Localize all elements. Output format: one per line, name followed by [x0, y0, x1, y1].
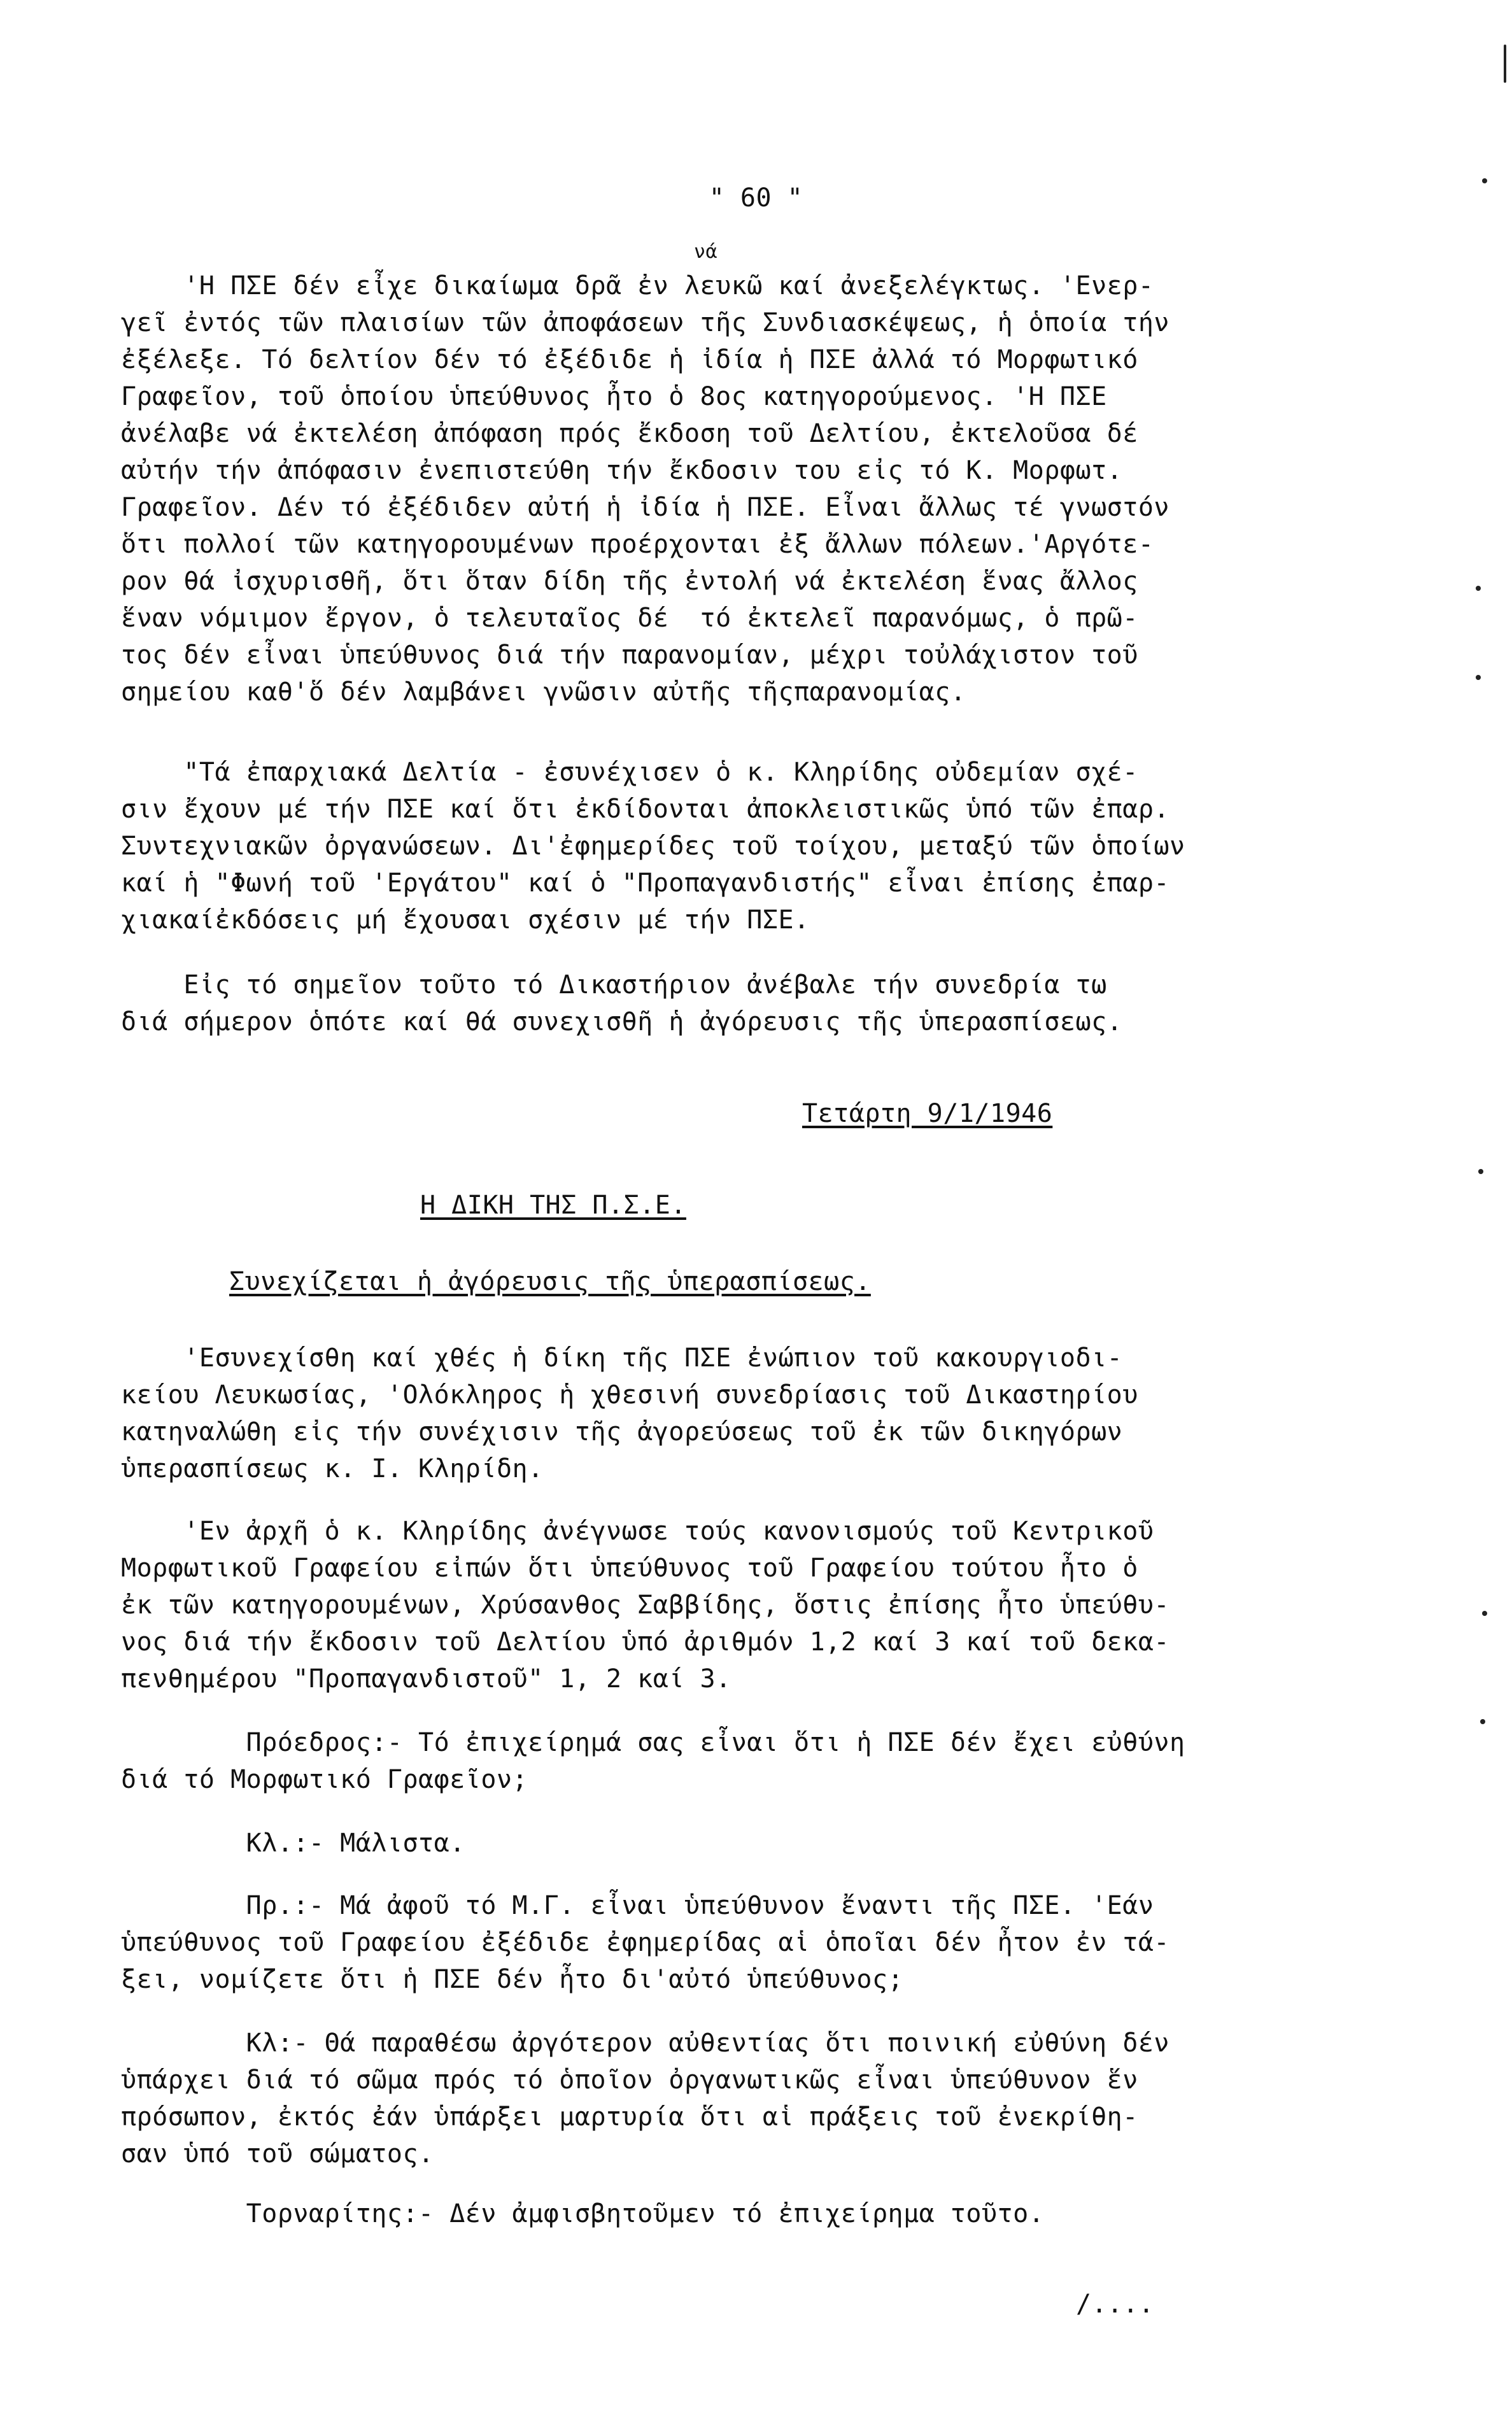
text-line: κείου Λευκωσίας, 'Ολόκληρος ἡ χθεσινή συνεδρίασις τοῦ Δικαστηρίου	[121, 1380, 1138, 1410]
text-line: ἕναν νόμιμον ἔργον, ὁ τελευταῖος δέ τό ἐκτελεῖ παρανόμως, ὁ πρῶ-	[121, 604, 1138, 633]
text-line: νος διά τήν ἔκδοσιν τοῦ Δελτίου ὑπό ἀριθμόν 1,2 καί 3 καί τοῦ δεκα-	[121, 1627, 1169, 1657]
date-heading: Τετάρτη 9/1/1946	[802, 1099, 1053, 1128]
handwritten-insertion: νά	[694, 241, 718, 263]
text-line: Γραφεῖον, τοῦ ὁποίου ὑπεύθυνος ἦτο ὁ 8ος κατηγορούμενος. 'Η ΠΣΕ	[121, 382, 1107, 411]
scan-speck	[1476, 675, 1481, 680]
text-line: Γραφεῖον. Δέν τό ἐξέδιδεν αὐτή ἡ ἰδία ἡ ΠΣΕ. Εἶναι ἄλλως τέ γνωστόν	[121, 493, 1169, 522]
scan-edge-mark	[1504, 45, 1506, 83]
text-line: διά σήμερον ὁπότε καί θά συνεχισθῆ ἡ ἀγόρευσις τῆς ὑπερασπίσεως.	[121, 1007, 1123, 1037]
dialogue-line: πρόσωπον, ἐκτός ἐάν ὑπάρξει μαρτυρία ὅτι αἱ πράξεις τοῦ ἐνεκρίθη-	[121, 2102, 1138, 2132]
text-line: ἐκ τῶν κατηγορουμένων, Χρύσανθος Σαββίδης, ὅστις ἐπίσης ἦτο ὑπεύθυ-	[121, 1590, 1169, 1620]
text-line: 'Η ΠΣΕ δέν εἶχε δικαίωμα δρᾶ ἐν λευκῶ καί ἀνεξελέγκτως. 'Ενερ-	[121, 271, 1154, 301]
text-line: "Τά ἐπαρχιακά Δελτία - ἐσυνέχισεν ὁ κ. Κληρίδης οὐδεμίαν σχέ-	[121, 758, 1138, 787]
text-line: ἐξέλεξε. Τό δελτίον δέν τό ἐξέδιδε ἡ ἰδία ἡ ΠΣΕ ἀλλά τό Μορφωτικό	[121, 345, 1138, 374]
scan-speck	[1482, 1611, 1487, 1616]
dialogue-line: Κλ.:- Μάλιστα.	[121, 1829, 465, 1858]
text-line: Συντεχνιακῶν ὀργανώσεων. Δι'ἐφημερίδες τοῦ τοίχου, μεταξύ τῶν ὁποίων	[121, 832, 1185, 861]
dialogue-line: ὑπάρχει διά τό σῶμα πρός τό ὁποῖον ὀργανωτικῶς εἶναι ὑπεύθυνον ἕν	[121, 2065, 1138, 2095]
text-line: χιακαίἐκδόσεις μή ἔχουσαι σχέσιν μέ τήν ΠΣΕ.	[121, 905, 810, 935]
text-line: κατηναλώθη εἰς τήν συνέχισιν τῆς ἀγορεύσεως τοῦ ἐκ τῶν δικηγόρων	[121, 1417, 1123, 1447]
text-line: 'Εν ἀρχῆ ὁ κ. Κληρίδης ἀνέγνωσε τούς κανονισμούς τοῦ Κεντρικοῦ	[121, 1517, 1154, 1546]
text-line: τος δέν εἶναι ὑπεύθυνος διά τήν παρανομίαν, μέχρι τοὐλάχιστον τοῦ	[121, 641, 1138, 670]
section-title: Η ΔΙΚΗ ΤΗΣ Π.Σ.Ε.	[420, 1191, 686, 1220]
scan-speck	[1478, 1169, 1483, 1174]
dialogue-line: Κλ:- Θά παραθέσω ἀργότερον αὐθεντίας ὅτι ποινική εὐθύνη δέν	[121, 2029, 1169, 2058]
text-line: ρον θά ἰσχυρισθῆ, ὅτι ὅταν δίδη τῆς ἐντολή νά ἐκτελέση ἕνας ἄλλος	[121, 567, 1138, 596]
dialogue-line: ὑπεύθυνος τοῦ Γραφείου ἐξέδιδε ἐφημερίδας αἱ ὁποῖαι δέν ἦτον ἐν τά-	[121, 1928, 1169, 1957]
text-line: Εἰς τό σημεῖον τοῦτο τό Δικαστήριον ἀνέβαλε τήν συνεδρία τω	[121, 970, 1107, 1000]
scan-speck	[1482, 178, 1487, 183]
dialogue-line: διά τό Μορφωτικό Γραφεῖον;	[121, 1765, 528, 1794]
text-line: ὅτι πολλοί τῶν κατηγορουμένων προέρχονται ἐξ ἄλλων πόλεων.'Αργότε-	[121, 530, 1154, 559]
text-line: αὐτήν τήν ἀπόφασιν ἐνεπιστεύθη τήν ἔκδοσιν του εἰς τό Κ. Μορφωτ.	[121, 456, 1123, 485]
page-number: " 60 "	[709, 183, 803, 213]
dialogue-line: ξει, νομίζετε ὅτι ἡ ΠΣΕ δέν ἦτο δι'αὐτό ὑπεύθυνος;	[121, 1965, 904, 1994]
text-line: πενθημέρου "Προπαγανδιστοῦ" 1, 2 καί 3.	[121, 1664, 731, 1694]
text-line: ὑπερασπίσεως κ. Ι. Κληρίδη.	[121, 1454, 544, 1484]
dialogue-line: Τορναρίτης:- Δέν ἀμφισβητοῦμεν τό ἐπιχείρημα τοῦτο.	[121, 2199, 1045, 2228]
dialogue-line: Πρόεδρος:- Τό ἐπιχείρημά σας εἶναι ὅτι ἡ ΠΣΕ δέν ἔχει εὐθύνη	[121, 1728, 1185, 1757]
text-line: σημείου καθ'ὅ δέν λαμβάνει γνῶσιν αὐτῆς τῆςπαρανομίας.	[121, 677, 966, 707]
text-line: καί ἡ "Φωνή τοῦ 'Εργάτου" καί ὁ "Προπαγανδιστής" εἶναι ἐπίσης ἐπαρ-	[121, 868, 1169, 898]
text-line: 'Εσυνεχίσθη καί χθές ἡ δίκη τῆς ΠΣΕ ἐνώπιον τοῦ κακουργιοδι-	[121, 1343, 1123, 1373]
text-line: γεῖ ἐντός τῶν πλαισίων τῶν ἀποφάσεων τῆς Συνδιασκέψεως, ἡ ὁποία τήν	[121, 308, 1169, 337]
dialogue-line: σαν ὑπό τοῦ σώματος.	[121, 2139, 434, 2169]
scan-speck	[1476, 586, 1481, 591]
scan-speck	[1480, 1719, 1485, 1724]
text-line: Μορφωτικοῦ Γραφείου εἰπών ὅτι ὑπεύθυνος τοῦ Γραφείου τούτου ἦτο ὁ	[121, 1554, 1138, 1583]
text-line: ἀνέλαβε νά ἐκτελέση ἀπόφαση πρός ἔκδοση τοῦ Δελτίου, ἐκτελοῦσα δέ	[121, 419, 1138, 448]
dialogue-line: Πρ.:- Μά ἀφοῦ τό Μ.Γ. εἶναι ὑπεύθυνον ἔναντι τῆς ΠΣΕ. 'Εάν	[121, 1891, 1154, 1920]
continuation-mark: /....	[1076, 2290, 1154, 2319]
subtitle: Συνεχίζεται ἡ ἀγόρευσις τῆς ὑπερασπίσεως.	[229, 1267, 871, 1296]
text-line: σιν ἔχουν μέ τήν ΠΣΕ καί ὅτι ἐκδίδονται ἀποκλειστικῶς ὑπό τῶν ἐπαρ.	[121, 795, 1169, 824]
